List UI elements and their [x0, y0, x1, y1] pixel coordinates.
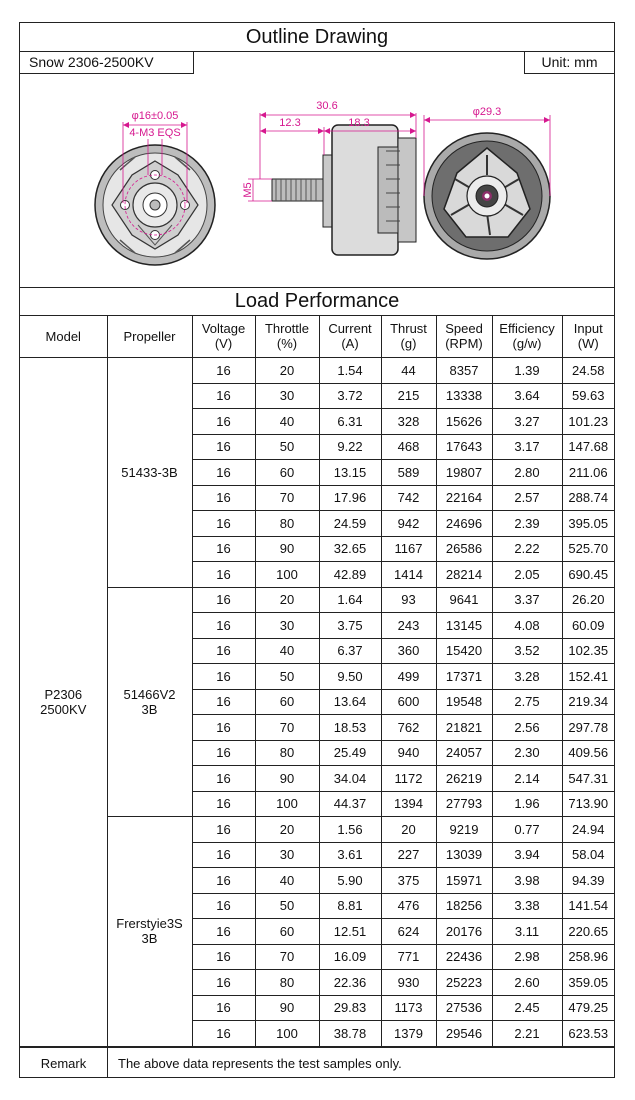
thrust-cell: 930: [381, 970, 436, 996]
current-cell: 3.75: [319, 613, 381, 639]
thrust-cell: 328: [381, 409, 436, 435]
throttle-cell: 20: [255, 587, 319, 613]
efficiency-cell: 3.37: [492, 587, 562, 613]
current-cell: 24.59: [319, 511, 381, 537]
header-voltage: Voltage (V): [192, 315, 255, 358]
speed-cell: 21821: [436, 715, 492, 741]
input-cell: 220.65: [562, 919, 614, 945]
thrust-cell: 742: [381, 485, 436, 511]
throttle-cell: 50: [255, 434, 319, 460]
input-cell: 24.94: [562, 817, 614, 843]
thrust-cell: 1167: [381, 536, 436, 562]
outline-drawing: [20, 75, 614, 288]
thrust-cell: 771: [381, 944, 436, 970]
current-cell: 38.78: [319, 1021, 381, 1047]
throttle-cell: 40: [255, 868, 319, 894]
speed-cell: 15626: [436, 409, 492, 435]
current-cell: 18.53: [319, 715, 381, 741]
voltage-cell: 16: [192, 817, 255, 843]
efficiency-cell: 3.27: [492, 409, 562, 435]
info-row: [20, 51, 614, 75]
efficiency-cell: 3.17: [492, 434, 562, 460]
table-row: [20, 587, 614, 613]
voltage-cell: 16: [192, 562, 255, 588]
diameter-dimension: φ29.3: [472, 106, 502, 118]
voltage-cell: 16: [192, 995, 255, 1021]
voltage-cell: 16: [192, 740, 255, 766]
efficiency-cell: 2.56: [492, 715, 562, 741]
speed-cell: 9219: [436, 817, 492, 843]
voltage-cell: 16: [192, 511, 255, 537]
voltage-cell: 16: [192, 664, 255, 690]
efficiency-cell: 1.39: [492, 358, 562, 384]
thrust-cell: 93: [381, 587, 436, 613]
current-cell: 9.22: [319, 434, 381, 460]
voltage-cell: 16: [192, 383, 255, 409]
thrust-cell: 243: [381, 613, 436, 639]
throttle-cell: 70: [255, 715, 319, 741]
top-view-drawing: [424, 115, 550, 259]
throttle-cell: 100: [255, 1021, 319, 1047]
voltage-cell: 16: [192, 434, 255, 460]
header-input: Input (W): [562, 315, 614, 358]
thrust-cell: 468: [381, 434, 436, 460]
current-cell: 1.54: [319, 358, 381, 384]
current-cell: 13.64: [319, 689, 381, 715]
shaft-thread-dimension: M5: [241, 182, 254, 198]
input-cell: 479.25: [562, 995, 614, 1021]
speed-cell: 22436: [436, 944, 492, 970]
header-efficiency: Efficiency (g/w): [492, 315, 562, 358]
efficiency-cell: 2.98: [492, 944, 562, 970]
voltage-cell: 16: [192, 715, 255, 741]
input-cell: 152.41: [562, 664, 614, 690]
bolt-circle-dimension: φ16±0.05: [131, 110, 179, 122]
shaft-length-dimension: 12.3: [279, 117, 301, 129]
efficiency-cell: 3.38: [492, 893, 562, 919]
voltage-cell: 16: [192, 613, 255, 639]
voltage-cell: 16: [192, 460, 255, 486]
current-cell: 17.96: [319, 485, 381, 511]
propeller-cell: Frerstyie3S 3B: [107, 817, 192, 1047]
throttle-cell: 90: [255, 536, 319, 562]
input-cell: 359.05: [562, 970, 614, 996]
input-cell: 395.05: [562, 511, 614, 537]
voltage-cell: 16: [192, 766, 255, 792]
current-cell: 42.89: [319, 562, 381, 588]
model-cell: P2306 2500KV: [20, 358, 107, 1047]
current-cell: 32.65: [319, 536, 381, 562]
speed-cell: 13145: [436, 613, 492, 639]
bottom-view-drawing: [95, 122, 215, 265]
voltage-cell: 16: [192, 842, 255, 868]
throttle-cell: 90: [255, 766, 319, 792]
throttle-cell: 30: [255, 383, 319, 409]
propeller-cell: 51433-3B: [107, 358, 192, 588]
input-cell: 60.09: [562, 613, 614, 639]
efficiency-cell: 3.52: [492, 638, 562, 664]
input-cell: 94.39: [562, 868, 614, 894]
throttle-cell: 60: [255, 460, 319, 486]
header-thrust: Thrust (g): [381, 315, 436, 358]
input-cell: 59.63: [562, 383, 614, 409]
speed-cell: 17371: [436, 664, 492, 690]
speed-cell: 27536: [436, 995, 492, 1021]
speed-cell: 28214: [436, 562, 492, 588]
efficiency-cell: 2.45: [492, 995, 562, 1021]
throttle-cell: 40: [255, 638, 319, 664]
header-propeller: Propeller: [107, 315, 192, 358]
throttle-cell: 100: [255, 791, 319, 817]
voltage-cell: 16: [192, 587, 255, 613]
current-cell: 44.37: [319, 791, 381, 817]
motor-model-label: Snow 2306-2500KV: [20, 51, 194, 74]
efficiency-cell: 3.11: [492, 919, 562, 945]
thrust-cell: 20: [381, 817, 436, 843]
thrust-cell: 1173: [381, 995, 436, 1021]
efficiency-cell: 2.30: [492, 740, 562, 766]
voltage-cell: 16: [192, 358, 255, 384]
outline-title: Outline Drawing: [20, 23, 614, 52]
thrust-cell: 1394: [381, 791, 436, 817]
throttle-cell: 40: [255, 409, 319, 435]
throttle-cell: 70: [255, 944, 319, 970]
throttle-cell: 20: [255, 358, 319, 384]
efficiency-cell: 4.08: [492, 613, 562, 639]
speed-cell: 24696: [436, 511, 492, 537]
speed-cell: 25223: [436, 970, 492, 996]
thrust-cell: 360: [381, 638, 436, 664]
voltage-cell: 16: [192, 1021, 255, 1047]
thrust-cell: 476: [381, 893, 436, 919]
input-cell: 102.35: [562, 638, 614, 664]
table-row: [20, 817, 614, 843]
remark-text: The above data represents the test samples only.: [118, 1055, 402, 1071]
efficiency-cell: 3.98: [492, 868, 562, 894]
header-model: Model: [20, 315, 107, 358]
voltage-cell: 16: [192, 919, 255, 945]
throttle-cell: 30: [255, 613, 319, 639]
input-cell: 297.78: [562, 715, 614, 741]
table-row: [20, 358, 614, 384]
current-cell: 3.72: [319, 383, 381, 409]
throttle-cell: 50: [255, 664, 319, 690]
thrust-cell: 762: [381, 715, 436, 741]
speed-cell: 29546: [436, 1021, 492, 1047]
throttle-cell: 50: [255, 893, 319, 919]
current-cell: 3.61: [319, 842, 381, 868]
speed-cell: 13338: [436, 383, 492, 409]
current-cell: 22.36: [319, 970, 381, 996]
current-cell: 9.50: [319, 664, 381, 690]
current-cell: 13.15: [319, 460, 381, 486]
input-cell: 141.54: [562, 893, 614, 919]
thrust-cell: 1172: [381, 766, 436, 792]
thrust-cell: 499: [381, 664, 436, 690]
thrust-cell: 940: [381, 740, 436, 766]
input-cell: 211.06: [562, 460, 614, 486]
load-performance-title: Load Performance: [20, 287, 614, 316]
efficiency-cell: 1.96: [492, 791, 562, 817]
propeller-cell: 51466V2 3B: [107, 587, 192, 817]
speed-cell: 22164: [436, 485, 492, 511]
input-cell: 623.53: [562, 1021, 614, 1047]
voltage-cell: 16: [192, 638, 255, 664]
input-cell: 690.45: [562, 562, 614, 588]
efficiency-cell: 3.64: [492, 383, 562, 409]
header-speed: Speed (RPM): [436, 315, 492, 358]
speed-cell: 19548: [436, 689, 492, 715]
voltage-cell: 16: [192, 868, 255, 894]
current-cell: 6.31: [319, 409, 381, 435]
total-length-dimension: 30.6: [316, 100, 338, 112]
speed-cell: 20176: [436, 919, 492, 945]
throttle-cell: 70: [255, 485, 319, 511]
voltage-cell: 16: [192, 970, 255, 996]
input-cell: 258.96: [562, 944, 614, 970]
current-cell: 34.04: [319, 766, 381, 792]
throttle-cell: 60: [255, 689, 319, 715]
speed-cell: 24057: [436, 740, 492, 766]
thrust-cell: 375: [381, 868, 436, 894]
current-cell: 12.51: [319, 919, 381, 945]
performance-table: [20, 315, 614, 1047]
speed-cell: 15420: [436, 638, 492, 664]
current-cell: 16.09: [319, 944, 381, 970]
current-cell: 25.49: [319, 740, 381, 766]
thrust-cell: 215: [381, 383, 436, 409]
voltage-cell: 16: [192, 536, 255, 562]
efficiency-cell: 2.21: [492, 1021, 562, 1047]
throttle-cell: 80: [255, 970, 319, 996]
speed-cell: 18256: [436, 893, 492, 919]
side-view-drawing: [248, 112, 416, 255]
throttle-cell: 20: [255, 817, 319, 843]
current-cell: 1.64: [319, 587, 381, 613]
throttle-cell: 90: [255, 995, 319, 1021]
voltage-cell: 16: [192, 791, 255, 817]
throttle-cell: 30: [255, 842, 319, 868]
input-cell: 101.23: [562, 409, 614, 435]
voltage-cell: 16: [192, 689, 255, 715]
header-throttle: Throttle (%): [255, 315, 319, 358]
spec-sheet: [19, 22, 615, 1078]
throttle-cell: 100: [255, 562, 319, 588]
efficiency-cell: 2.14: [492, 766, 562, 792]
speed-cell: 17643: [436, 434, 492, 460]
unit-label: Unit: mm: [524, 51, 614, 74]
body-length-dimension: 18.3: [348, 117, 370, 129]
thrust-cell: 589: [381, 460, 436, 486]
efficiency-cell: 2.05: [492, 562, 562, 588]
input-cell: 219.34: [562, 689, 614, 715]
input-cell: 713.90: [562, 791, 614, 817]
voltage-cell: 16: [192, 944, 255, 970]
speed-cell: 15971: [436, 868, 492, 894]
efficiency-cell: 0.77: [492, 817, 562, 843]
thrust-cell: 44: [381, 358, 436, 384]
current-cell: 6.37: [319, 638, 381, 664]
efficiency-cell: 2.22: [492, 536, 562, 562]
current-cell: 29.83: [319, 995, 381, 1021]
thrust-cell: 942: [381, 511, 436, 537]
outline-drawing-svg: [20, 75, 614, 287]
efficiency-cell: 3.28: [492, 664, 562, 690]
speed-cell: 19807: [436, 460, 492, 486]
efficiency-cell: 2.75: [492, 689, 562, 715]
table-header-row: [20, 315, 614, 358]
thrust-cell: 624: [381, 919, 436, 945]
current-cell: 8.81: [319, 893, 381, 919]
speed-cell: 27793: [436, 791, 492, 817]
throttle-cell: 80: [255, 740, 319, 766]
throttle-cell: 60: [255, 919, 319, 945]
input-cell: 24.58: [562, 358, 614, 384]
speed-cell: 26219: [436, 766, 492, 792]
voltage-cell: 16: [192, 893, 255, 919]
header-current: Current (A): [319, 315, 381, 358]
input-cell: 58.04: [562, 842, 614, 868]
input-cell: 147.68: [562, 434, 614, 460]
efficiency-cell: 2.39: [492, 511, 562, 537]
efficiency-cell: 2.57: [492, 485, 562, 511]
input-cell: 525.70: [562, 536, 614, 562]
input-cell: 26.20: [562, 587, 614, 613]
remark-label: Remark: [20, 1048, 108, 1078]
input-cell: 409.56: [562, 740, 614, 766]
voltage-cell: 16: [192, 485, 255, 511]
input-cell: 547.31: [562, 766, 614, 792]
voltage-cell: 16: [192, 409, 255, 435]
thrust-cell: 227: [381, 842, 436, 868]
speed-cell: 13039: [436, 842, 492, 868]
speed-cell: 9641: [436, 587, 492, 613]
speed-cell: 8357: [436, 358, 492, 384]
speed-cell: 26586: [436, 536, 492, 562]
throttle-cell: 80: [255, 511, 319, 537]
thrust-cell: 600: [381, 689, 436, 715]
thrust-cell: 1379: [381, 1021, 436, 1047]
thrust-cell: 1414: [381, 562, 436, 588]
screw-dimension: 4-M3 EQS: [129, 127, 181, 139]
efficiency-cell: 2.80: [492, 460, 562, 486]
efficiency-cell: 2.60: [492, 970, 562, 996]
input-cell: 288.74: [562, 485, 614, 511]
current-cell: 5.90: [319, 868, 381, 894]
current-cell: 1.56: [319, 817, 381, 843]
efficiency-cell: 3.94: [492, 842, 562, 868]
